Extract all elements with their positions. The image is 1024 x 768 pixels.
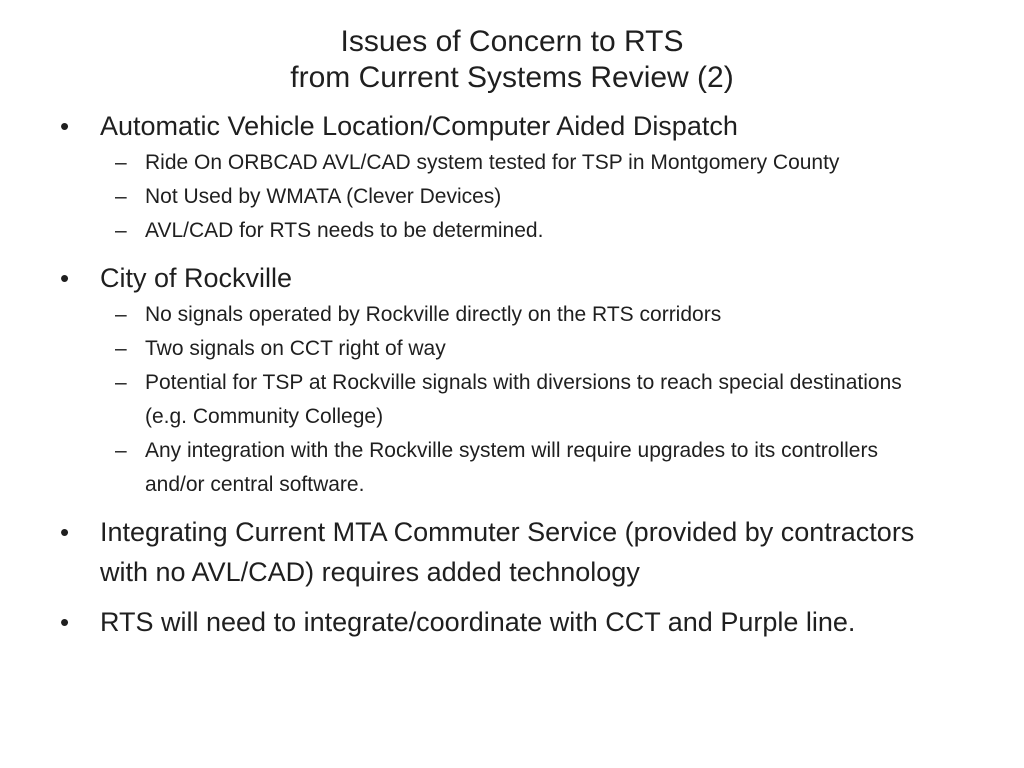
sub-text: Not Used by WMATA (Clever Devices) xyxy=(145,185,502,208)
sub-list xyxy=(100,298,960,502)
bullet-text: City of Rockville xyxy=(100,263,293,293)
title-line-2: from Current Systems Review (2) xyxy=(290,61,734,94)
bullet-mta-commuter xyxy=(60,512,960,592)
dash-icon: – xyxy=(115,439,127,462)
bullet-icon: • xyxy=(60,607,70,637)
title-line-1: Issues of Concern to RTS xyxy=(340,25,684,58)
bullet-cct-purple-line xyxy=(60,602,960,642)
sub-text: AVL/CAD for RTS needs to be determined. xyxy=(145,219,544,242)
slide-content xyxy=(60,106,960,652)
bullet-icon: • xyxy=(60,263,70,293)
bullet-text: Integrating Current MTA Commuter Service (provided by contractors with no AVL/CAD) requires added technology xyxy=(100,517,915,587)
sub-text: Ride On ORBCAD AVL/CAD system tested for TSP in Montgomery County xyxy=(145,151,840,174)
sub-item xyxy=(60,214,960,248)
bullet-text: RTS will need to integrate/coordinate with CCT and Purple line. xyxy=(100,607,856,637)
dash-icon: – xyxy=(115,219,127,242)
slide-title xyxy=(112,24,912,96)
sub-text: Potential for TSP at Rockville signals with diversions to reach special destinations (e.g. Community College) xyxy=(145,371,902,428)
sub-item xyxy=(60,180,960,214)
bullet-city-of-rockville xyxy=(60,258,960,502)
sub-item xyxy=(60,298,960,332)
sub-text: Any integration with the Rockville system will require upgrades to its controllers and/or central software. xyxy=(145,439,878,496)
dash-icon: – xyxy=(115,151,127,174)
bullet-text: Automatic Vehicle Location/Computer Aided Dispatch xyxy=(100,111,738,141)
sub-item xyxy=(60,146,960,180)
dash-icon: – xyxy=(115,303,127,326)
bullet-avl-cad xyxy=(60,106,960,248)
sub-item xyxy=(60,434,960,502)
sub-item xyxy=(60,366,960,434)
bullet-icon: • xyxy=(60,111,70,141)
sub-item xyxy=(60,332,960,366)
bullet-icon: • xyxy=(60,517,70,547)
dash-icon: – xyxy=(115,185,127,208)
sub-text: No signals operated by Rockville directly on the RTS corridors xyxy=(145,303,722,326)
sub-list xyxy=(100,146,960,248)
sub-text: Two signals on CCT right of way xyxy=(145,337,446,360)
dash-icon: – xyxy=(115,371,127,394)
dash-icon: – xyxy=(115,337,127,360)
